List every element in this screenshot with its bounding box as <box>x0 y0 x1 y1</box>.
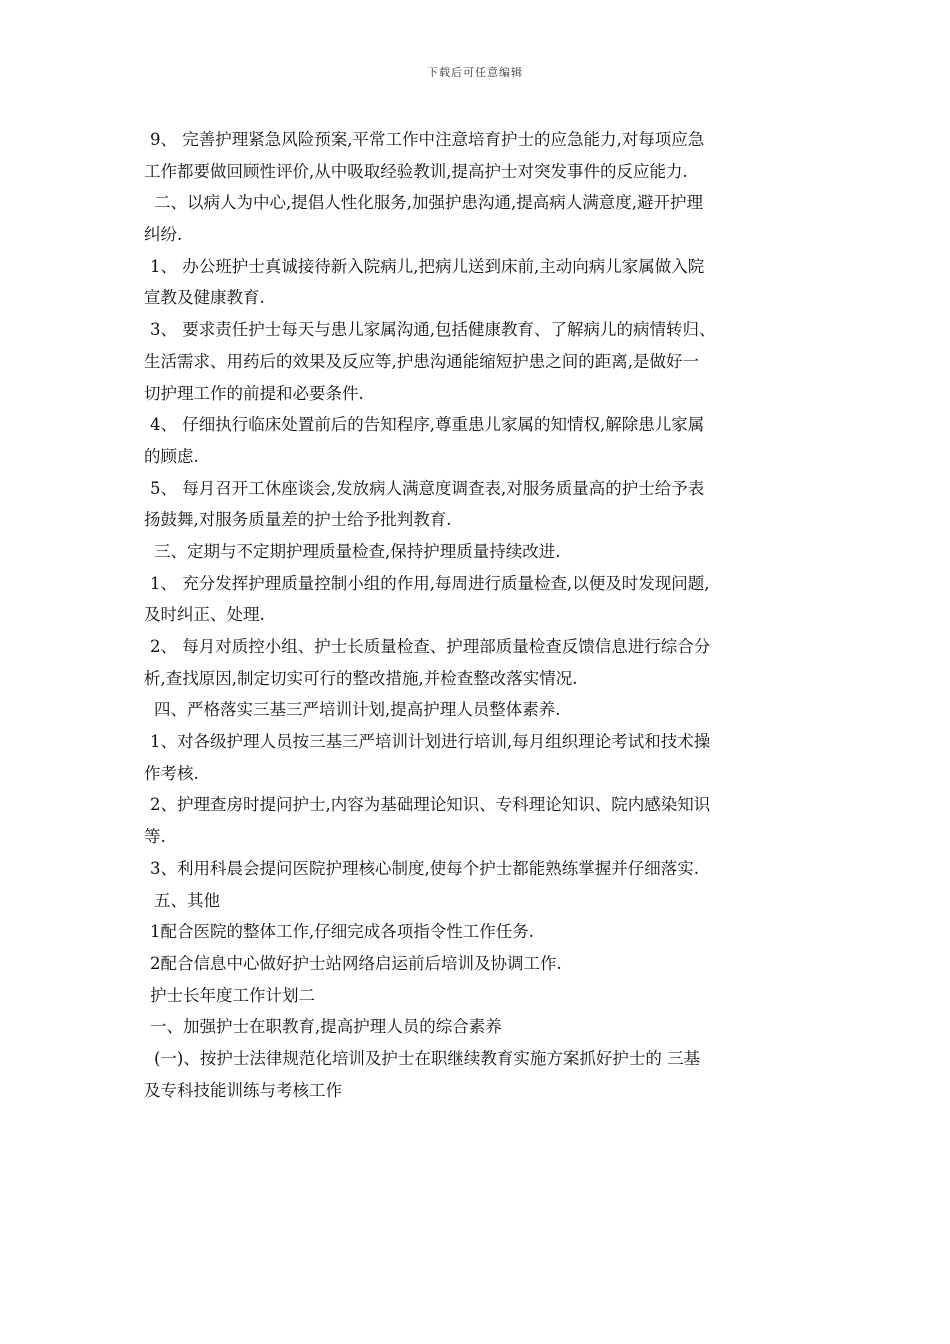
text-line: 及时纠正、处理. <box>144 605 265 625</box>
section-heading: 二、以病人为中心,提倡人性化服务,加强护患沟通,提高病人满意度,避开护理 <box>154 193 703 213</box>
text-line: 工作都要做回顾性评价,从中吸取经验教训,提高护士对突发事件的反应能力. <box>144 161 688 181</box>
text-line: 生活需求、用药后的效果及反应等,护患沟通能缩短护患之间的距离,是做好一 <box>144 351 699 371</box>
text-line: 的顾虑. <box>144 446 199 466</box>
text-line: 宣教及健康教育. <box>144 288 265 308</box>
section-heading: 三、定期与不定期护理质量检查,保持护理质量持续改进. <box>154 541 561 561</box>
text-line: 等. <box>144 827 166 847</box>
text-line: 作考核. <box>144 763 199 783</box>
text-line: 切护理工作的前提和必要条件. <box>144 383 364 403</box>
text-line: (一)、按护士法律规范化培训及护士在职继续教育实施方案抓好护士的 三基 <box>154 1048 701 1068</box>
section-heading: 四、严格落实三基三严培训计划,提高护理人员整体素养. <box>154 700 561 720</box>
text-line: 2、护理查房时提问护士,内容为基础理论知识、专科理论知识、院内感染知识 <box>150 795 711 815</box>
text-line: 1、 充分发挥护理质量控制小组的作用,每周进行质量检查,以便及时发现问题, <box>150 573 710 593</box>
text-line: 5、 每月召开工休座谈会,发放病人满意度调查表,对服务质量高的护士给予表 <box>150 478 705 498</box>
document-subtitle: 护士长年度工作计划二 <box>150 985 315 1005</box>
text-line: 3、 要求责任护士每天与患儿家属沟通,包括健康教育、了解病儿的病情转归、 <box>150 320 716 340</box>
text-line: 9、 完善护理紧急风险预案,平常工作中注意培育护士的应急能力,对每项应急 <box>150 130 705 149</box>
text-line: 1、对各级护理人员按三基三严培训计划进行培训,每月组织理论考试和技术操 <box>150 732 711 752</box>
text-line: 2、 每月对质控小组、护士长质量检查、护理部质量检查反馈信息进行综合分 <box>150 637 711 656</box>
text-line: 3、利用科晨会提问医院护理核心制度,使每个护士都能熟练掌握并仔细落实. <box>150 858 699 878</box>
text-line: 4、 仔细执行临床处置前后的告知程序,尊重患儿家属的知情权,解除患儿家属 <box>150 415 705 435</box>
text-line: 扬鼓舞,对服务质量差的护士给予批判教育. <box>144 510 452 530</box>
text-line: 纠纷. <box>144 225 183 245</box>
section-heading: 一、加强护士在职教育,提高护理人员的综合素养 <box>150 1017 502 1037</box>
page-header: 下载后可任意编辑 <box>427 66 523 79</box>
text-line: 2配合信息中心做好护士站网络启运前后培训及协调工作. <box>150 953 562 973</box>
document-body <box>144 124 820 1106</box>
text-line: 1、 办公班护士真诚接待新入院病儿,把病儿送到床前,主动向病儿家属做入院 <box>150 256 705 276</box>
text-line: 及专科技能训练与考核工作 <box>144 1080 342 1100</box>
section-heading: 五、其他 <box>154 890 220 910</box>
text-line: 1配合医院的整体工作,仔细完成各项指令性工作任务. <box>150 922 534 942</box>
text-line: 析,查找原因,制定切实可行的整改措施,并检查整改落实情况. <box>144 668 578 688</box>
